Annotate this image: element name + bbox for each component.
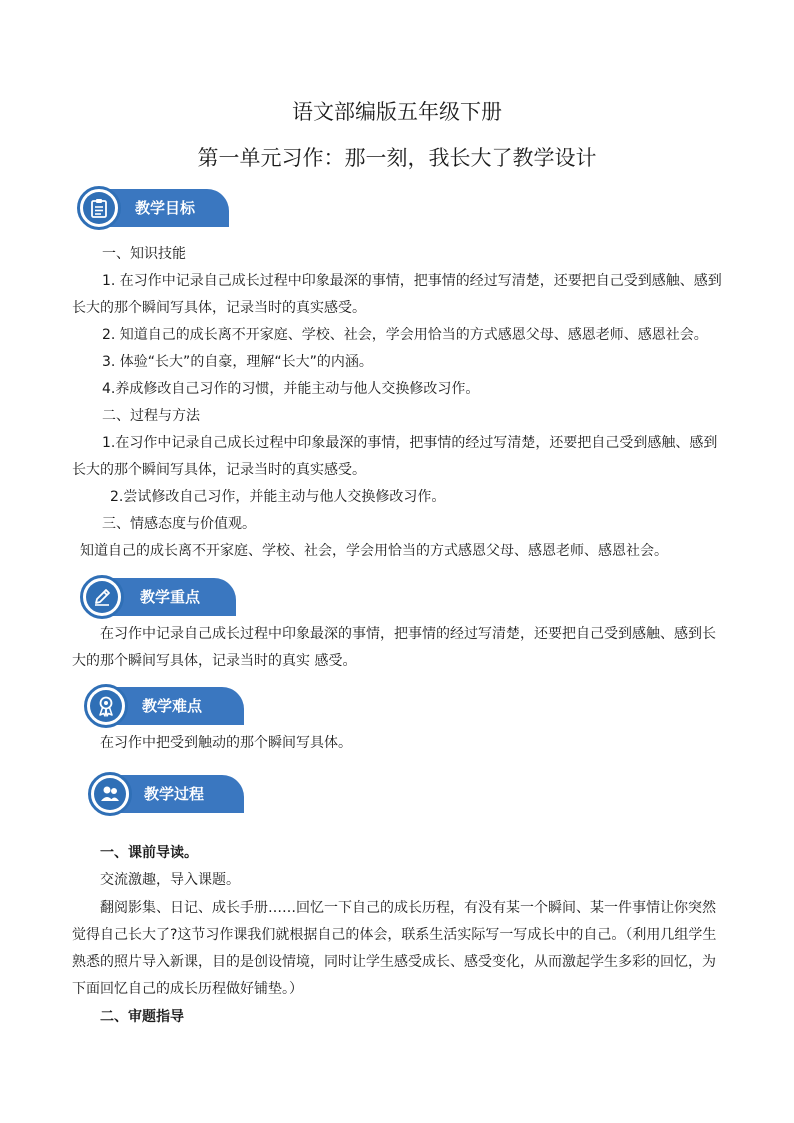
process-paragraph: 下面回忆自己的成长历程做好铺垫。） [72,981,303,997]
section-banner-key-points [80,575,236,617]
section-title-difficulties: 教学难点 [142,697,203,715]
goals-heading-process: 二、过程与方法 [102,408,200,424]
section-banner-goals [77,186,229,228]
section-banner-difficulties [84,684,244,726]
award-ribbon-icon [84,684,128,728]
goals-heading-emotion: 三、情感态度与价值观。 [102,516,256,532]
process-heading-topic: 二、审题指导 [100,1009,184,1025]
goals-item: 1. 在习作中记录自己成长过程中印象最深的事情，把事情的经过写清楚，还要把自己受到感触、感到 [102,273,722,289]
goals-item: 知道自己的成长离不开家庭、学校、社会，学会用恰当的方式感恩父母、感恩老师、感恩社会。 [80,543,668,559]
goals-item: 3. 体验“长大”的自豪，理解“长大”的内涵。 [102,354,373,370]
goals-item: 2.尝试修改自己习作，并能主动与他人交换修改习作。 [110,489,446,505]
goals-item: 长大的那个瞬间写具体，记录当时的真实感受。 [72,462,366,478]
process-paragraph: 交流激趣，导入课题。 [100,872,240,888]
section-title-key-points: 教学重点 [140,588,201,606]
document-subtitle: 第一单元习作：那一刻，我长大了教学设计 [197,146,597,170]
document-title: 语文部编版五年级下册 [292,100,502,124]
key-points-text: 大的那个瞬间写具体，记录当时的真实 感受。 [72,653,357,669]
section-title-process: 教学过程 [144,785,205,803]
section-title-goals: 教学目标 [135,199,196,217]
process-paragraph: 觉得自己长大了?这节习作课我们就根据自己的体会，联系生活实际写一写成长中的自己。（利用几组学生 [72,927,717,943]
goals-item: 4.养成修改自己习作的习惯，并能主动与他人交换修改习作。 [102,381,480,397]
clipboard-icon [77,186,121,230]
process-paragraph: 翻阅影集、日记、成长手册……回忆一下自己的成长历程，有没有某一个瞬间、某一件事情让你突然 [100,900,716,916]
process-heading-intro: 一、课前导读。 [100,845,198,861]
section-banner-process [88,772,244,814]
goals-heading-knowledge: 一、知识技能 [102,246,186,262]
key-points-text: 在习作中记录自己成长过程中印象最深的事情，把事情的经过写清楚，还要把自己受到感触、感到长 [100,626,716,642]
difficulties-text: 在习作中把受到触动的那个瞬间写具体。 [100,735,352,751]
process-paragraph: 熟悉的照片导入新课，目的是创设情境，同时让学生感受成长、感受变化，从而激起学生多彩的回忆，为 [72,954,716,970]
goals-item: 长大的那个瞬间写具体，记录当时的真实感受。 [72,300,366,316]
goals-item: 1.在习作中记录自己成长过程中印象最深的事情，把事情的经过写清楚，还要把自己受到感触、感到 [102,435,718,451]
pencil-icon [80,575,124,619]
goals-item: 2. 知道自己的成长离不开家庭、学校、社会，学会用恰当的方式感恩父母、感恩老师、感恩社会。 [102,327,708,343]
people-icon [88,772,132,816]
